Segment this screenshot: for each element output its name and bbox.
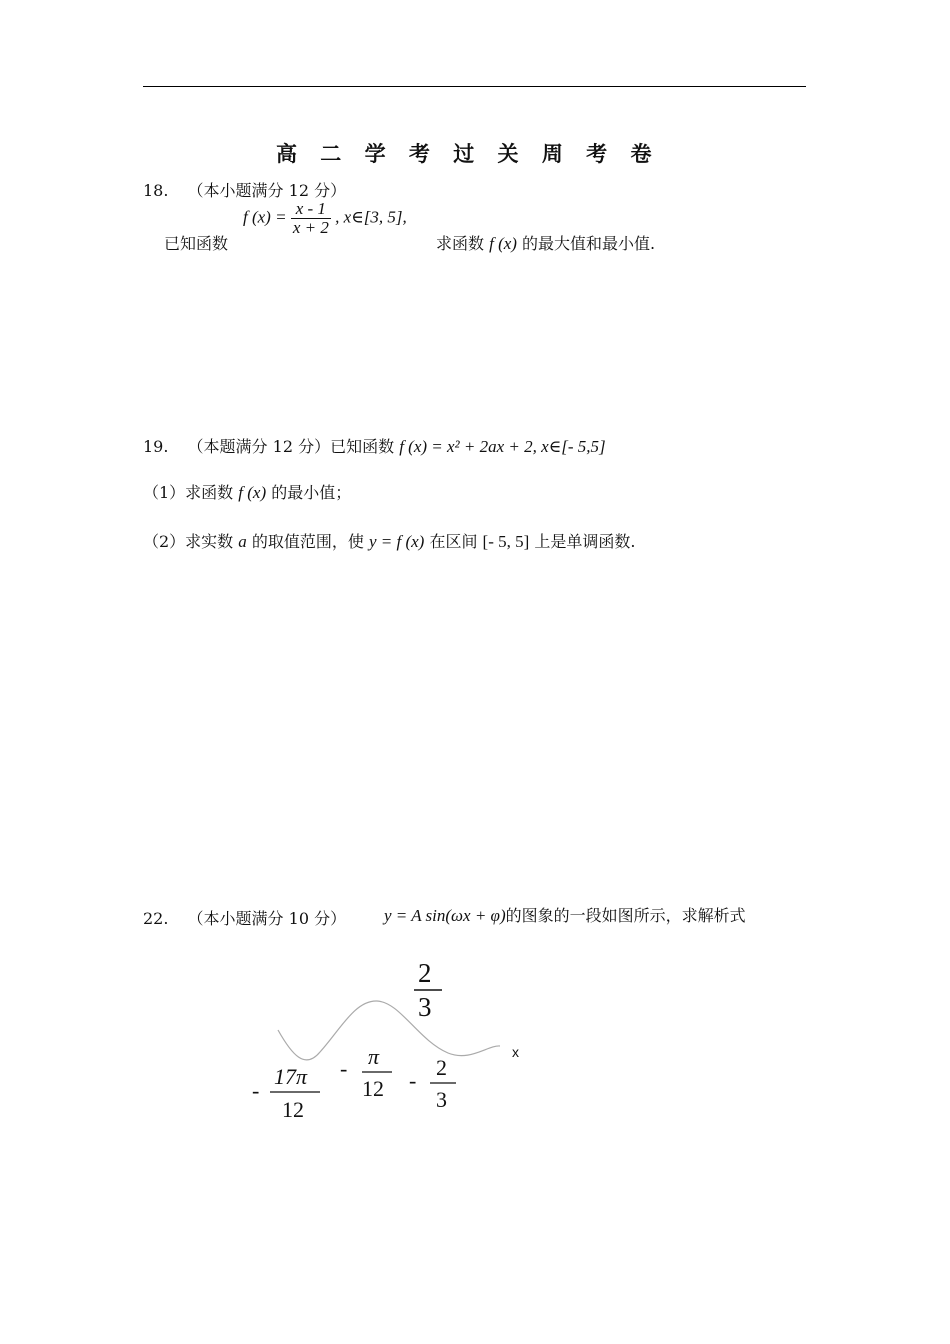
q18-mid: 求函数 <box>436 234 485 253</box>
q19-part1-tail: 的最小值； <box>271 483 352 502</box>
x-axis-label: x <box>512 1044 519 1060</box>
tick-2-num: 2 <box>436 1055 447 1080</box>
q22-func: y = A sin(ωx + φ) <box>384 906 506 925</box>
q18-points: （本小题满分 12 分） <box>187 181 347 200</box>
q19-part2-interval: [- 5, 5] <box>482 532 530 551</box>
q19-part2-func: y = f (x) <box>368 532 425 551</box>
q18-func-lhs: f (x) = <box>243 207 287 227</box>
q18-frac-den: x + 2 <box>292 217 329 237</box>
q19-points: （本题满分 12 分）已知函数 <box>187 437 395 456</box>
q19-part2-tail: 上是单调函数. <box>534 532 636 551</box>
q19-part1-lead: （1）求函数 <box>143 483 234 502</box>
tick-2-den: 3 <box>436 1087 447 1112</box>
q18-frac-num: x - 1 <box>291 200 331 219</box>
tick-2-sign: - <box>409 1068 417 1093</box>
q19-part2-var: a <box>238 532 247 551</box>
tick-1-sign: - <box>340 1056 348 1081</box>
tick-0-sign: - <box>252 1078 260 1103</box>
q18-tail: 的最大值和最小值. <box>522 234 656 253</box>
q19-number: 19. <box>143 437 169 456</box>
tick-0-den: 12 <box>282 1097 304 1122</box>
q18-func: f (x) <box>489 234 517 253</box>
q19-part2-mid: 的取值范围，使 <box>251 532 364 551</box>
sine-curve <box>278 1001 500 1060</box>
q18-lead: 已知函数 <box>164 234 229 253</box>
q19-func: f (x) = x² + 2ax + 2, x∈[- 5,5] <box>399 437 606 456</box>
q19-part2-lead: （2）求实数 <box>143 532 234 551</box>
q22-points: （本小题满分 10 分） <box>187 909 347 928</box>
top-frac-den: 3 <box>418 992 432 1022</box>
tick-1-den: 12 <box>362 1076 384 1101</box>
q22-number: 22. <box>143 909 169 928</box>
q19-part1-func: f (x) <box>238 483 267 502</box>
q22-tail: 的图象的一段如图所示，求解析式 <box>505 906 746 925</box>
top-frac-num: 2 <box>418 958 432 988</box>
q19-part2-mid2: 在区间 <box>429 532 478 551</box>
tick-1-num: π <box>368 1044 380 1069</box>
tick-0-num: 17π <box>274 1064 308 1089</box>
q18-domain: , x∈[3, 5], <box>335 207 407 227</box>
q18-number: 18. <box>143 181 169 200</box>
page-title: 高 二 学 考 过 关 周 考 卷 <box>276 141 660 166</box>
